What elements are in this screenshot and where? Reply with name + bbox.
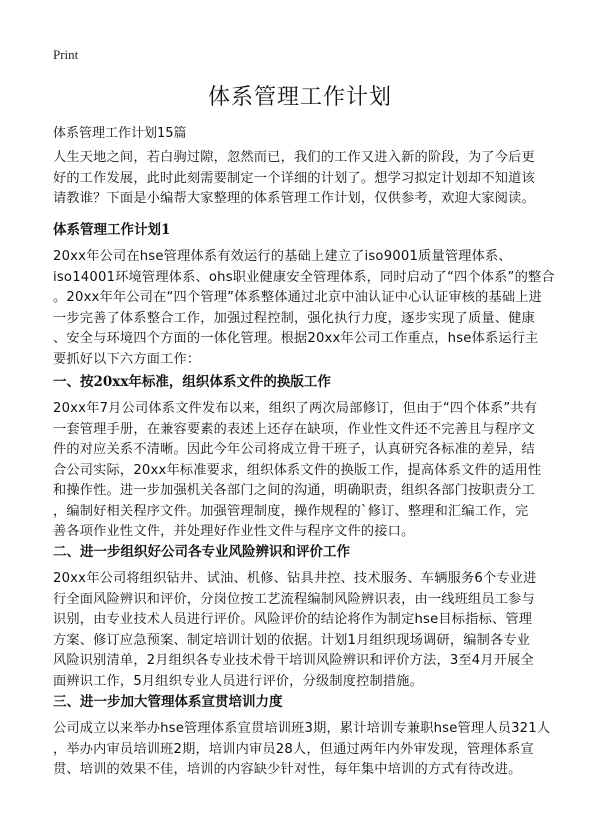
text-line: 要抓好以下六方面工作：: [53, 351, 201, 367]
text-line: 合公司实际，20xx年标准要求，组织体系文件的换版工作，提高体系文件的适用性: [53, 462, 542, 478]
text-line: 风险识别清单，2月组织各专业技术骨干培训风险辨识和评价方法，3至4月开展全: [53, 653, 534, 668]
text-line: 好的工作发展，此时此刻需要制定一个详细的计划了。想学习拟定计划却不知道该: [53, 170, 535, 186]
text-line: 方案、修订应急预案、制定培训计划的依据。计划1月组织现场调研，编制各专业: [53, 632, 531, 648]
text-line: 20xx年公司在hse管理体系有效运行的基础上建立了iso9001质量管理体系、: [53, 249, 512, 264]
heading-three: 三、进一步加大管理体系宣贯培训力度: [53, 694, 283, 710]
text-line: 。20xx年年公司在“四个管理”体系整体通过北京中油认证中心认证审核的基础上进: [53, 290, 543, 305]
text-line: ，举办内审员培训班2期，培训内审员28人，但通过两年内外审发现，管理体系宣: [53, 741, 534, 757]
paragraph-one: [53, 399, 548, 543]
text-line: 善各项作业性文件，并处理好作业性文件与程序文件的接口。: [53, 524, 415, 539]
text-line: 识别，由专业技术人员进行评价。风险评价的结论将作为制定hse目标指标、管理: [53, 612, 533, 627]
text-line: 贯、培训的效果不佳，培训的内容缺少针对性，每年集中培训的方式有待改进。: [53, 762, 522, 777]
text-line: 、安全与环境四个方面的一体化管理。根据20xx年公司工作重点，hse体系运行主: [53, 331, 539, 346]
text-line: 人生天地之间，若白驹过隙，忽然而已，我们的工作又进入新的阶段，为了今后更: [53, 150, 535, 165]
text-line: 一步完善了体系整合工作，加强过程控制，强化执行力度，逐步实现了质量、健康: [53, 310, 535, 326]
print-link[interactable]: Print: [53, 47, 79, 62]
text-line: 一套管理手册，在兼容要素的表述上还存在缺项，作业性文件还不完善且与程序文: [53, 421, 535, 437]
text-line: ，编制好相关程序文件。加强管理制度，操作规程的`修订、整理和汇编工作，完: [53, 503, 529, 519]
text-line: 件的对应关系不清晰。因此今年公司将成立骨干班子，认真研究各标准的差异，结: [53, 442, 535, 457]
heading-two: 二、进一步组织好公司各专业风险辨识和评价工作: [53, 544, 350, 560]
section-title: 体系管理工作计划1: [53, 222, 171, 238]
text-line: 请教谁？下面是小编帮大家整理的体系管理工作计划，仅供参考，欢迎大家阅读。: [53, 191, 535, 206]
text-line: 面辨识工作，5月组织专业人员进行评价，分级制度控制措施。: [53, 673, 424, 689]
section-paragraph: [53, 247, 555, 370]
document-subtitle: 体系管理工作计划15篇: [53, 126, 187, 141]
text-line: 20xx年7月公司体系文件发布以来，组织了两次局部修订，但由于“四个体系”共有: [53, 401, 538, 416]
heading-one: 一、按20xx年标准，组织体系文件的换版工作: [53, 374, 331, 390]
text-line: iso14001环境管理体系、ohs职业健康安全管理体系，同时启动了“四个体系”的整合: [53, 269, 555, 285]
intro-paragraph: [53, 148, 548, 210]
page-title: 体系管理工作计划: [207, 85, 392, 110]
text-line: 公司成立以来举办hse管理体系宣贯培训班3期，累计培训专兼职hse管理人员321人: [53, 721, 551, 736]
paragraph-two: [53, 569, 548, 692]
text-line: 行全面风险辨识和评价，分岗位按工艺流程编制风险辨识表，由一线班组员工参与: [53, 591, 535, 607]
text-line: 和操作性。进一步加强机关各部门之间的沟通，明确职责，组织各部门按职责分工: [53, 483, 535, 498]
paragraph-three: [53, 719, 551, 781]
text-line: 20xx年公司将组织钻井、试油、机修、钻具井控、技术服务、车辆服务6个专业进: [53, 571, 537, 586]
